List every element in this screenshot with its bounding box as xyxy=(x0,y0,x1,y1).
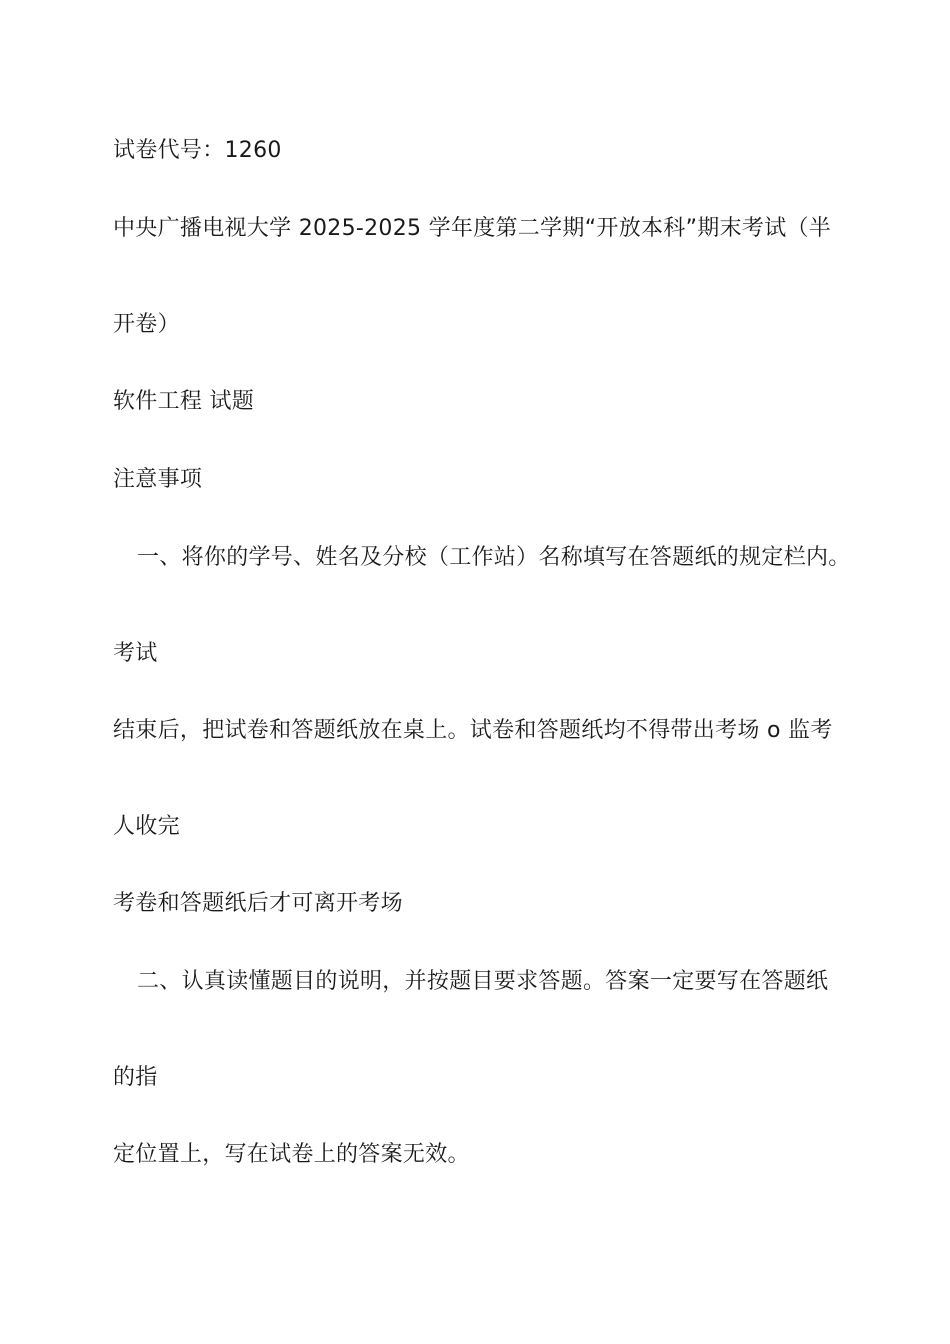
exam-header-line-2: 开卷） xyxy=(113,312,180,337)
note-2-line-1: 二、认真读懂题目的说明，并按题目要求答题。答案一定要写在答题纸 xyxy=(137,969,829,994)
note-1-line-1: 一、将你的学号、姓名及分校（工作站）名称填写在答题纸的规定栏内。 xyxy=(137,545,851,570)
note-1-line-5: 考卷和答题纸后才可离开考场 xyxy=(113,891,403,916)
exam-code: 试卷代号：1260 xyxy=(113,138,282,163)
note-1-line-4: 人收完 xyxy=(113,814,180,839)
notes-heading: 注意事项 xyxy=(113,467,203,492)
note-1-line-2: 考试 xyxy=(113,641,158,666)
note-2-line-2: 的指 xyxy=(113,1065,158,1090)
exam-header-line-1: 中央广播电视大学 2025-2025 学年度第二学期“开放本科”期末考试（半 xyxy=(113,216,832,241)
subject-title: 软件工程 试题 xyxy=(113,389,255,414)
note-1-line-3: 结束后，把试卷和答题纸放在桌上。试卷和答题纸均不得带出考场 o 监考 xyxy=(113,718,833,743)
note-2-line-3: 定位置上，写在试卷上的答案无效。 xyxy=(113,1142,470,1167)
